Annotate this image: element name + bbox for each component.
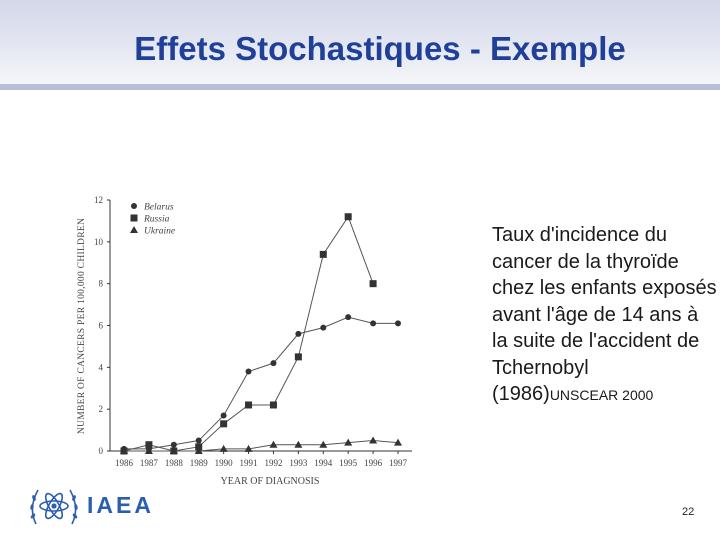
x-tick-label: 1991	[239, 458, 258, 468]
y-tick-label: 10	[94, 236, 103, 247]
x-tick-label: 1994	[314, 458, 333, 468]
data-point-belarus	[196, 438, 202, 444]
x-tick-label: 1989	[189, 458, 208, 468]
y-axis-title-group	[77, 218, 87, 434]
data-point-belarus	[221, 412, 227, 418]
data-point-russia	[295, 353, 302, 360]
data-point-belarus	[246, 369, 252, 375]
y-tick-label: 4	[98, 362, 103, 373]
data-point-russia	[220, 420, 227, 427]
data-point-belarus	[171, 442, 177, 448]
iaea-logo-text: IAEA	[87, 492, 154, 518]
data-point-belarus	[270, 360, 276, 366]
thyroid-cancer-chart	[66, 186, 436, 491]
legend-label: Russia	[144, 214, 170, 225]
x-tick-label: 1986	[115, 458, 133, 468]
y-tick-label: 8	[98, 278, 103, 289]
caption-text: Taux d'incidence du cancer de la thyroïde chez les enfants exposés avant l'âge de 14 ans à la suite de l'accident de Tchernobyl (1986)	[492, 224, 717, 405]
legend-marker-russia	[131, 215, 138, 222]
x-tick-label: 1993	[289, 458, 308, 468]
slide-title: Effets Stochastiques - Exemple	[134, 30, 626, 67]
chart-caption	[492, 222, 718, 409]
y-axis-title: NUMBER OF CANCERS PER 100,000 CHILDREN	[77, 217, 87, 435]
series-line-russia	[124, 214, 373, 451]
x-tick-label: 1990	[214, 458, 233, 468]
legend-label: Belarus	[144, 202, 174, 213]
data-point-belarus	[370, 320, 376, 326]
y-tick-label: 12	[94, 195, 103, 205]
x-tick-label: 1987	[139, 458, 158, 468]
data-point-russia	[345, 213, 352, 220]
legend-label: Ukraine	[144, 226, 176, 237]
data-point-belarus	[345, 314, 351, 320]
data-point-russia	[270, 401, 277, 408]
page-number: 22	[682, 506, 695, 518]
data-point-belarus	[295, 331, 301, 337]
x-tick-label: 1995	[339, 458, 358, 468]
data-point-belarus	[320, 325, 326, 331]
iaea-atom-olive-wreath-icon	[26, 482, 82, 532]
caption-source: UNSCEAR 2000	[549, 387, 654, 403]
x-tick-label: 1988	[164, 458, 183, 468]
y-tick-label: 2	[98, 404, 103, 415]
legend-marker-belarus	[131, 203, 137, 209]
x-tick-label: 1997	[389, 458, 407, 468]
data-point-russia	[320, 251, 327, 258]
data-point-russia	[245, 401, 252, 408]
data-point-belarus	[395, 320, 401, 326]
series-line-belarus	[124, 317, 398, 449]
x-tick-label: 1992	[264, 458, 283, 468]
x-tick-label: 1996	[364, 458, 383, 468]
data-point-ukraine	[369, 437, 377, 444]
x-axis-title: YEAR OF DIAGNOSIS	[220, 476, 320, 487]
legend-marker-ukraine	[130, 226, 138, 233]
data-point-russia	[370, 280, 377, 287]
y-tick-label: 0	[98, 446, 103, 456]
y-tick-label: 6	[98, 320, 103, 331]
